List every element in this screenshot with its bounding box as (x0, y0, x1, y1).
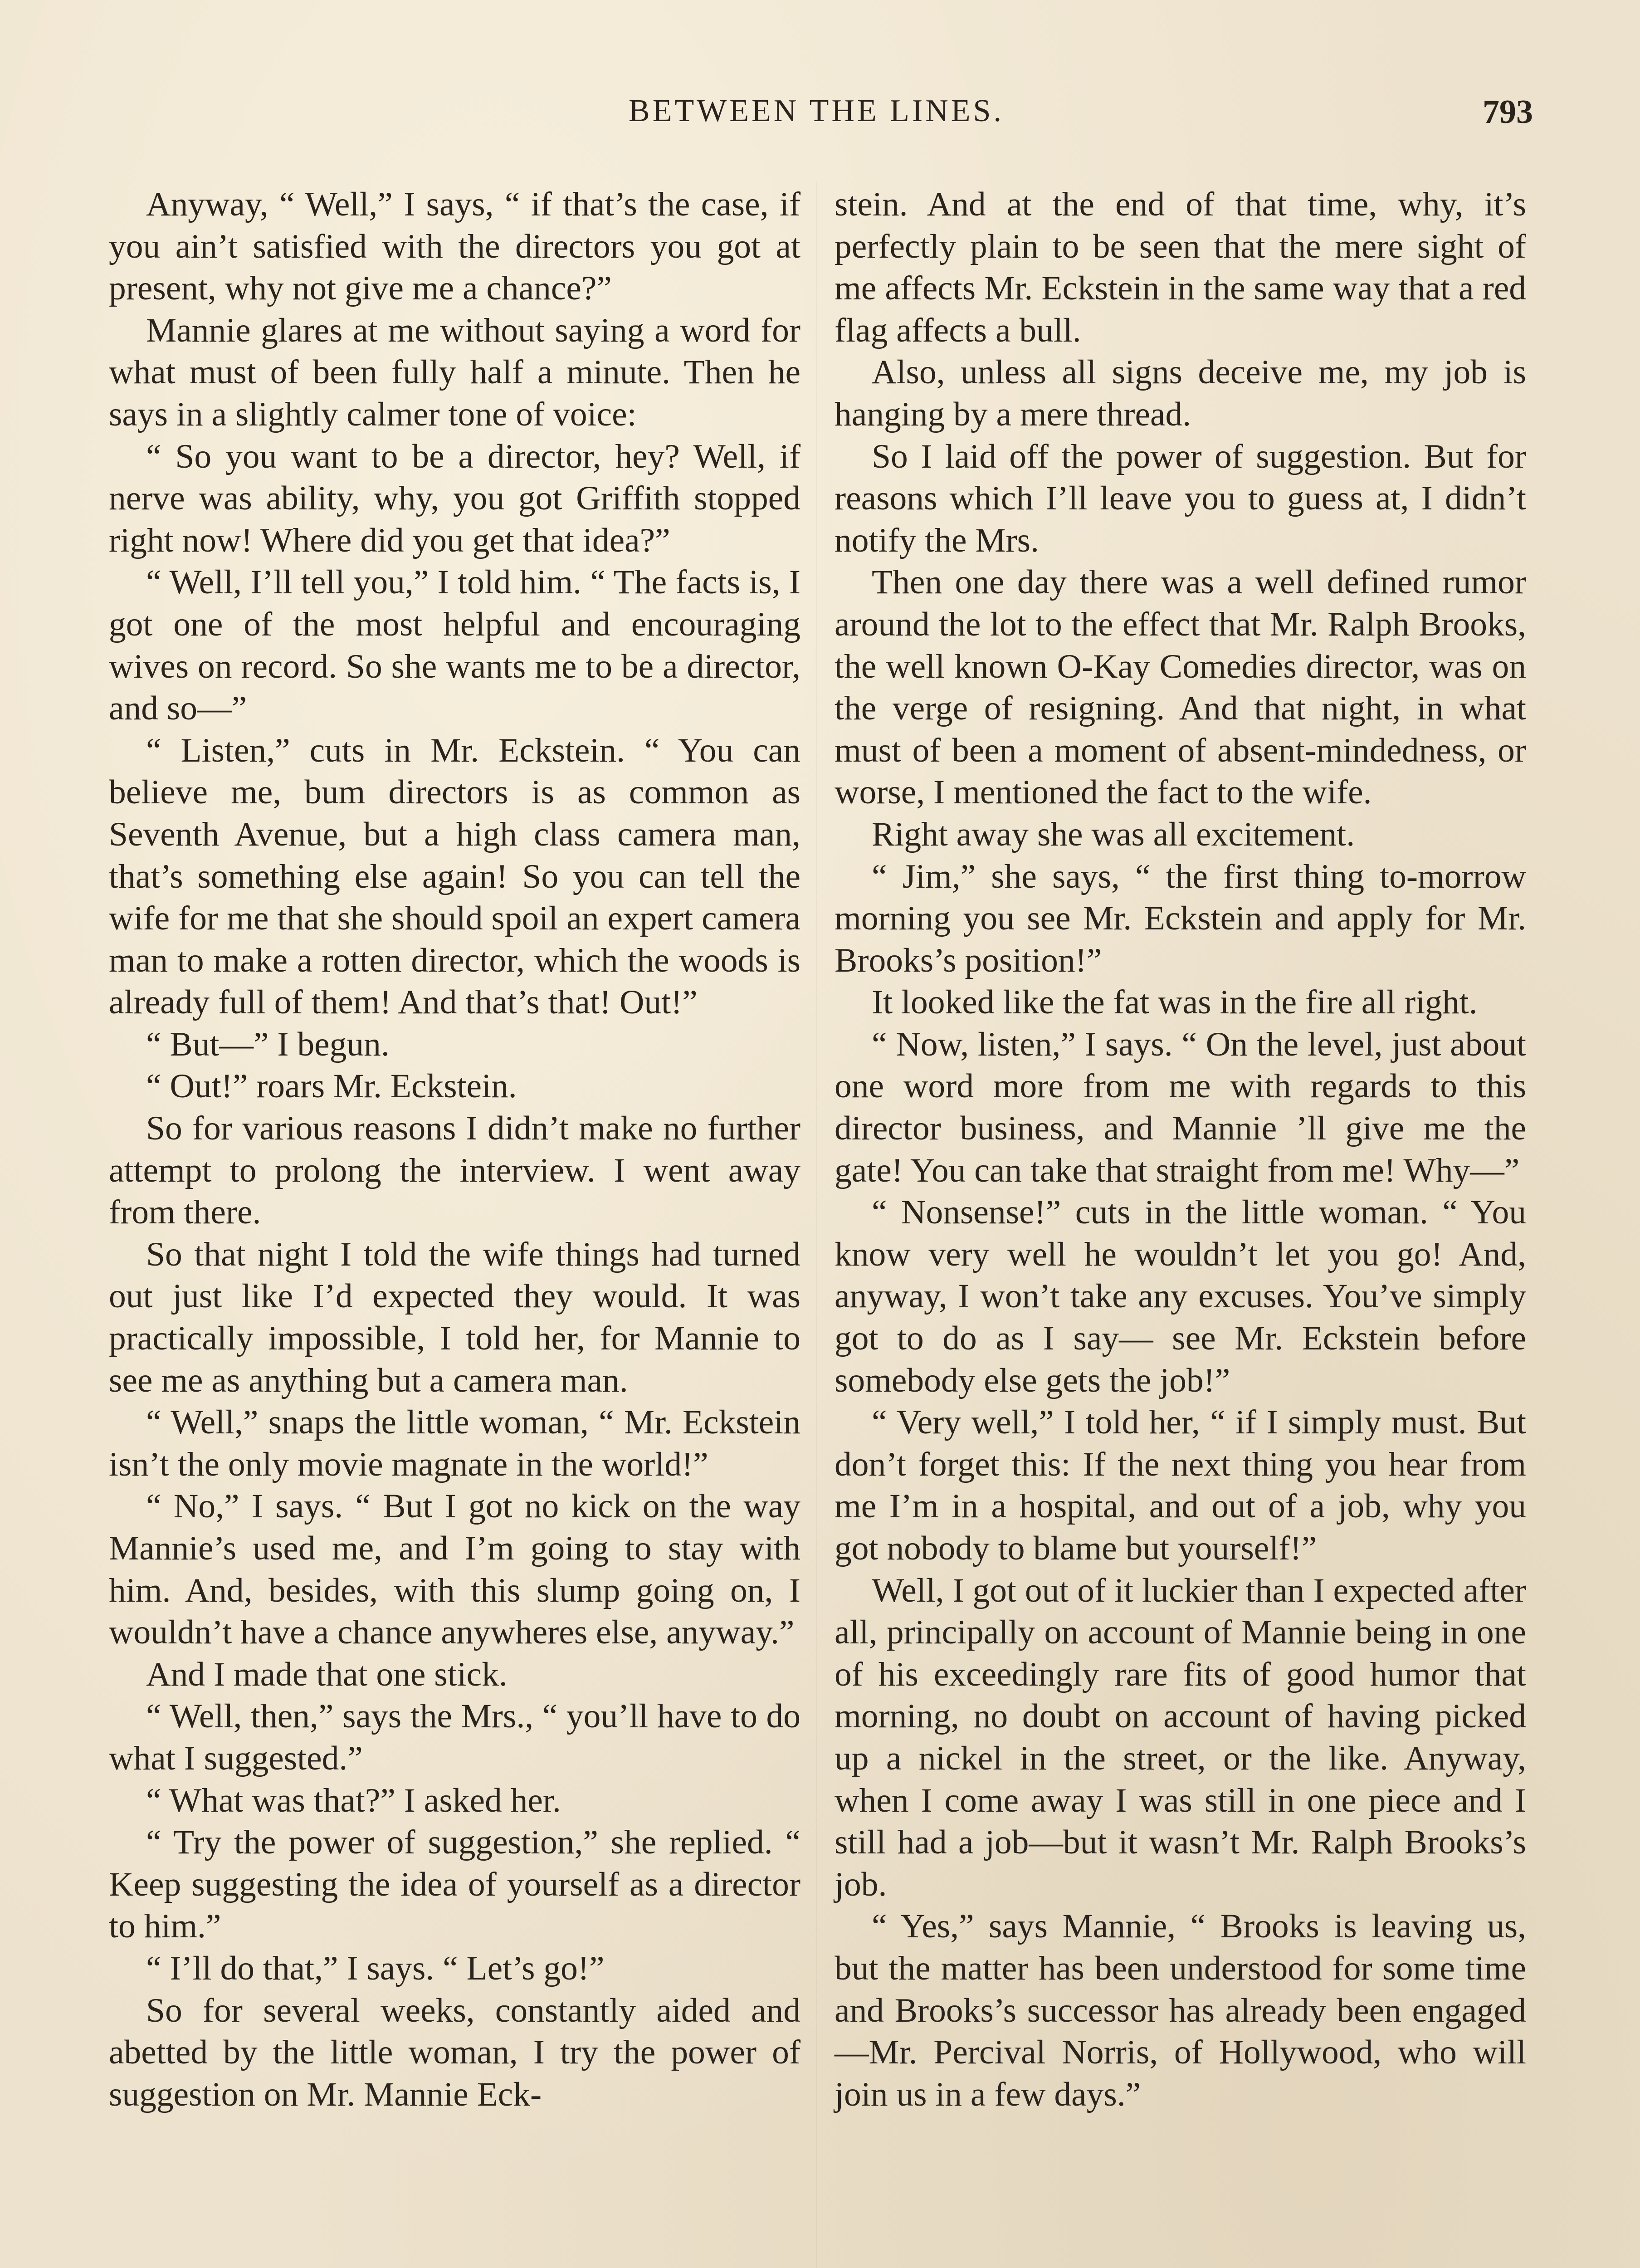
paragraph: Well, I got out of it luckier than I expected after all, principally on account of Mannie being in one of his exceedingly rare fits of good humor that morning, no doubt on account of having picked up a nickel in the street, or the like. Anyway, when I come away I was still in one piece and I still had a job—but it wasn’t Mr. Ralph Brooks’s job. (835, 1571, 1526, 1903)
paragraph: It looked like the fat was in the fire all right. (872, 983, 1478, 1022)
paragraph: “ But—” I begun. (146, 1025, 390, 1063)
paragraph: “ Now, listen,” I says. “ On the level, just about one word more from me with regards to this director business, and Mannie ’ll give me the gate! You can take that straight from me! Why—” (835, 1025, 1526, 1189)
paragraph: “ Nonsense!” cuts in the little woman. “ You know very well he wouldn’t let you go! And, anyway, I won’t take any excuses. You’ve simply got to do as I say— see Mr. Eckstein before somebody else gets the job!” (835, 1193, 1526, 1399)
paragraph: “ Jim,” she says, “ the first thing to-morrow morning you see Mr. Eckstein and apply for Mr. Brooks’s position!” (835, 857, 1526, 979)
paragraph: “ So you want to be a director, hey? Well, if nerve was ability, why, you got Griffith stopped right now! Where did you get that idea?” (109, 437, 800, 559)
paragraph: “ Well,” snaps the little woman, “ Mr. Eckstein isn’t the only movie magnate in the world!” (109, 1403, 800, 1483)
paragraph: stein. And at the end of that time, why, it’s perfectly plain to be seen that the mere sight of me affects Mr. Eckstein in the same way that a red flag affects a bull. (835, 186, 1526, 349)
paragraph: Anyway, “ Well,” I says, “ if that’s the case, if you ain’t satisfied with the directors you got at present, why not give me a chance?” (109, 186, 800, 308)
paragraph: So for various reasons I didn’t make no further attempt to prolong the interview. I went away from there. (109, 1110, 800, 1232)
running-head (109, 93, 1533, 143)
paragraph: So I laid off the power of suggestion. But for reasons which I’ll leave you to guess at, I didn’t notify the Mrs. (835, 437, 1526, 559)
paragraph: “ Try the power of suggestion,” she replied. “ Keep suggesting the idea of yourself as a director to him.” (109, 1823, 800, 1945)
paragraph: “ Well, then,” says the Mrs., “ you’ll have to do what I suggested.” (109, 1697, 800, 1777)
paragraph: “ Very well,” I told her, “ if I simply must. But don’t forget this: If the next thing you hear from me I’m in a hospital, and out of a job, why you got nobody to blame but yourself!” (835, 1403, 1526, 1567)
left-column (109, 184, 800, 2116)
paragraph: And I made that one stick. (146, 1655, 508, 1693)
paragraph: Mannie glares at me without saying a word for what must of been fully half a minute. Then he says in a slightly calmer tone of voice: (109, 311, 800, 433)
right-column (835, 184, 1526, 2116)
paragraph: “ No,” I says. “ But I got no kick on the way Mannie’s used me, and I’m going to stay with him. And, besides, with this slump going on, I wouldn’t have a chance anywheres else, anyway.” (109, 1487, 800, 1652)
paragraph: Also, unless all signs deceive me, my job is hanging by a mere thread. (835, 353, 1526, 433)
paragraph: “ Well, I’ll tell you,” I told him. “ The facts is, I got one of the most helpful and encouraging wives on record. So she wants me to be a director, and so—” (109, 563, 800, 728)
paragraph: Then one day there was a well defined rumor around the lot to the effect that Mr. Ralph Brooks, the well known O-Kay Comedies director, was on the verge of resigning. And that night, in what must of been a moment of absent-mindedness, or worse, I mentioned the fact to the wife. (835, 563, 1526, 811)
column-gutter (816, 181, 817, 2268)
page-title: BETWEEN THE LINES. (629, 93, 1004, 128)
paragraph: “ What was that?” I asked her. (146, 1781, 561, 1819)
paragraph: Right away she was all excitement. (872, 815, 1355, 853)
paragraph: “ Yes,” says Mannie, “ Brooks is leaving us, but the matter has been understood for some time and Brooks’s successor has already been engaged—Mr. Percival Norris, of Hollywood, who will join us in a few days.” (835, 1907, 1526, 2113)
paragraph: So for several weeks, constantly aided and abetted by the little woman, I try the power of suggestion on Mr. Mannie Eck- (109, 1991, 800, 2113)
paragraph: So that night I told the wife things had turned out just like I’d expected they would. It was practically impossible, I told her, for Mannie to see me as anything but a camera man. (109, 1235, 800, 1399)
page-number: 793 (1483, 93, 1533, 131)
paragraph: “ Listen,” cuts in Mr. Eckstein. “ You can believe me, bum directors is as common as Seventh Avenue, but a high class camera man, that’s something else again! So you can tell the wife for me that she should spoil an expert camera man to make a rotten director, which the woods is already full of them! And that’s that! Out!” (109, 731, 800, 1022)
paragraph: “ Out!” roars Mr. Eckstein. (146, 1067, 517, 1105)
paragraph: “ I’ll do that,” I says. “ Let’s go!” (146, 1949, 605, 1987)
